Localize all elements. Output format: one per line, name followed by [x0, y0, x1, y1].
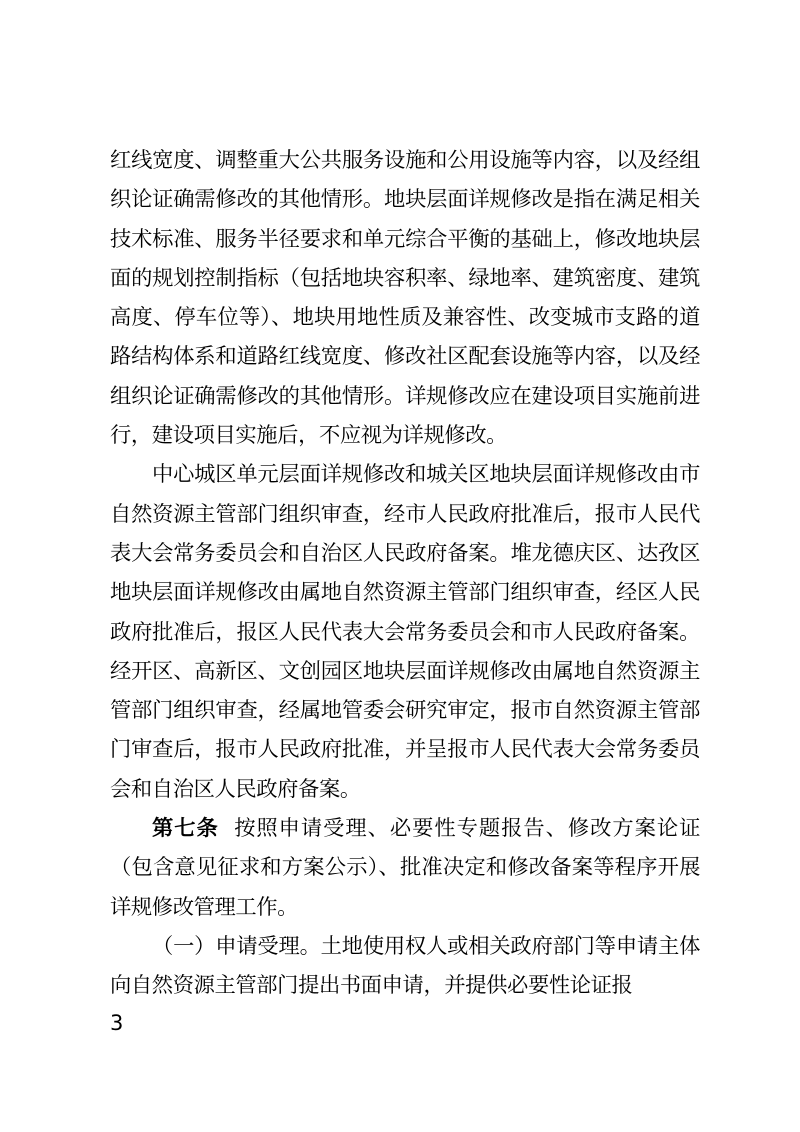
article-label: 第七条 — [152, 816, 219, 842]
paragraph-3 — [110, 809, 700, 927]
article-text: 按照申请受理、必要性专题报告、修改方案论证（包含意见征求和方案公示）、批准决定和修改备案等程序开展详规修改管理工作。 — [110, 816, 700, 920]
paragraph-4: （一）申请受理。土地使用权人或相关政府部门等申请主体向自然资源主管部门提出书面申请，并提供必要性论证报 — [110, 933, 700, 999]
paragraph-1: 红线宽度、调整重大公共服务设施和公用设施等内容，以及经组织论证确需修改的其他情形。地块层面详规修改是指在满足相关技术标准、服务半径要求和单元综合平衡的基础上，修改地块层面的规划控制指标（包括地块容积率、绿地率、建筑密度、建筑高度、停车位等）、地块用地性质及兼容性、改变城市支路的道路结构体系和道路红线宽度、修改社区配套设施等内容，以及经组织论证确需修改的其他情形。详规修改应在建设项目实施前进行，建设项目实施后，不应视为详规修改。 — [110, 148, 700, 449]
paragraph-2: 中心城区单元层面详规修改和城关区地块层面详规修改由市自然资源主管部门组织审查，经市人民政府批准后，报市人民代表大会常务委员会和自治区人民政府备案。堆龙德庆区、达孜区地块层面详规修改由属地自然资源主管部门组织审查，经区人民政府批准后，报区人民代表大会常务委员会和市人民政府备案。经开区、高新区、文创园区地块层面详规修改由属地自然资源主管部门组织审查，经属地管委会研究审定，报市自然资源主管部门审查后，报市人民政府批准，并呈报市人民代表大会常务委员会和自治区人民政府备案。 — [110, 462, 700, 802]
page-number: 3 — [110, 1011, 124, 1035]
document-page — [110, 141, 700, 1006]
